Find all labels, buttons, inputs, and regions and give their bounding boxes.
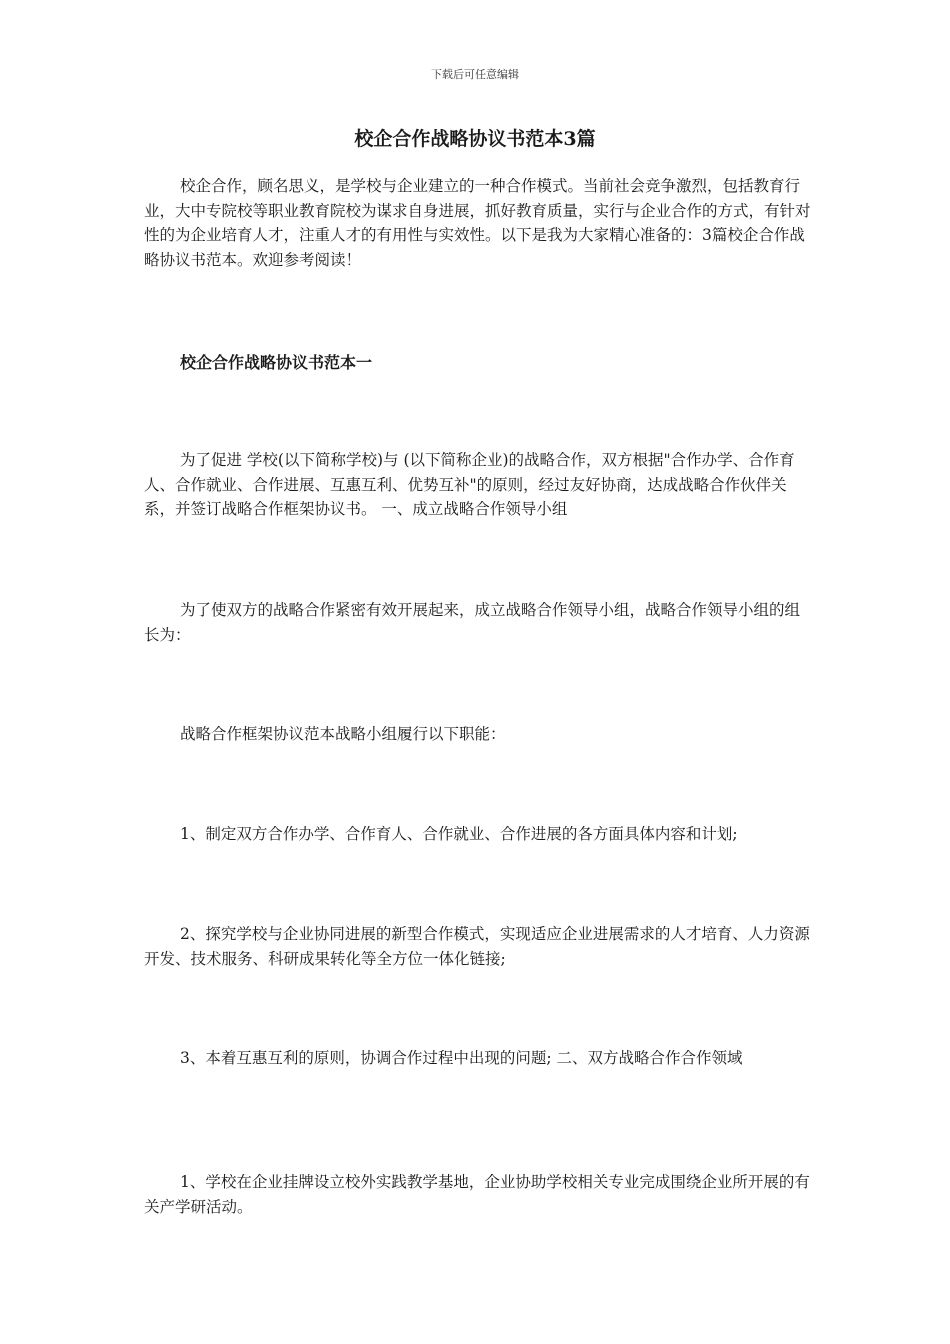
body-paragraph: 战略合作框架协议范本战略小组履行以下职能： xyxy=(180,725,506,743)
body-paragraph: 为了使双方的战略合作紧密有效开展起来，成立战略合作领导小组，战略合作领导小组的组长为： xyxy=(144,601,801,644)
list-item: 1、学校在企业挂牌设立校外实践教学基地，企业协助学校相关专业完成围绕企业所开展的有关产学研活动。 xyxy=(144,1173,810,1216)
header-note: 下载后可任意编辑 xyxy=(431,68,519,81)
body-paragraph: 为了促进 学校(以下简称学校)与 (以下简称企业)的战略合作，双方根据"合作办学、合作育人、合作就业、合作进展、互惠互利、优势互补"的原则，经过友好协商，达成战略合作伙伴关系，并签订战略合作框架协议书。 一、成立战略合作领导小组 xyxy=(144,451,795,518)
list-item: 3、本着互惠互利的原则，协调合作过程中出现的问题; 二、双方战略合作合作领域 xyxy=(180,1049,743,1067)
document-title: 校企合作战略协议书范本3篇 xyxy=(354,128,596,150)
intro-paragraph: 校企合作，顾名思义，是学校与企业建立的一种合作模式。当前社会竞争激烈，包括教育行业，大中专院校等职业教育院校为谋求自身进展，抓好教育质量，实行与企业合作的方式，有针对性的为企业培育人才，注重人才的有用性与实效性。以下是我为大家精心准备的：3篇校企合作战略协议书范本。欢迎参考阅读！ xyxy=(144,177,811,269)
list-item: 1、制定双方合作办学、合作育人、合作就业、合作进展的各方面具体内容和计划; xyxy=(180,825,738,843)
section-heading: 校企合作战略协议书范本一 xyxy=(180,353,373,372)
list-item: 2、探究学校与企业协同进展的新型合作模式，实现适应企业进展需求的人才培育、人力资源开发、技术服务、科研成果转化等全方位一体化链接; xyxy=(144,925,810,968)
